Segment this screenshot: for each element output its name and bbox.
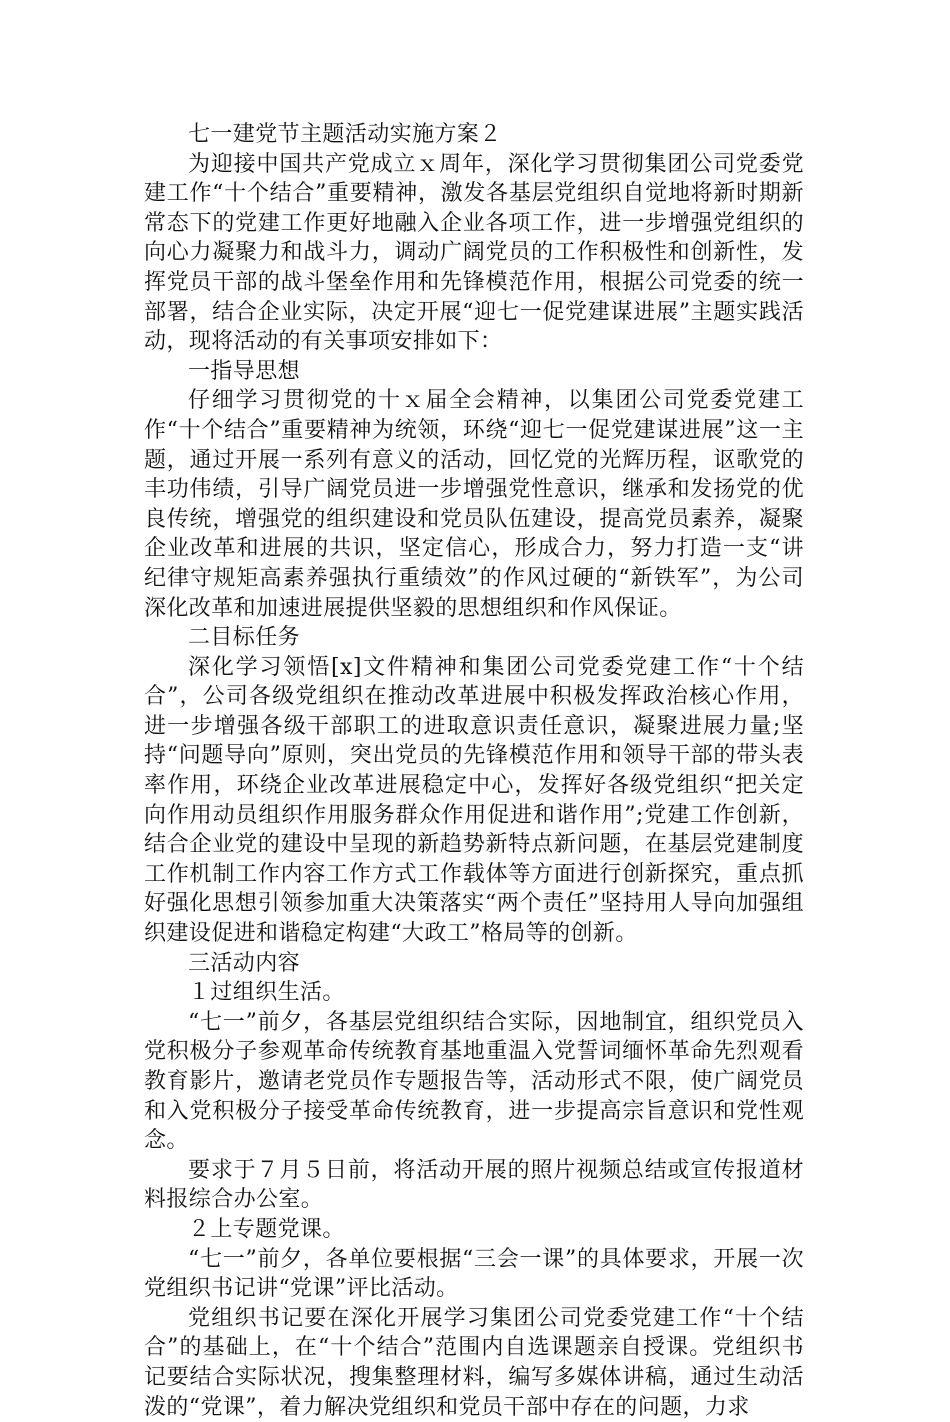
paragraph-party-lesson: “七一”前夕，各单位要根据“三会一课”的具体要求，开展一次党组织书记讲“党课”评比活动。 — [144, 1246, 804, 1302]
paragraph-guiding-thought: 仔细学习贯彻党的十ｘ届全会精神，以集团公司党委党建工作“十个结合”重要精神为统领，环绕“迎七一促党建谋进展”这一主题，通过开展一系列有意义的活动，回忆党的光辉历程，讴歌党的丰功伟绩，引导广阔党员进一步增强党性意识，继承和发扬党的优良传统，增强党的组织建设和党员队伍建设，提高党员素养，凝聚企业改革和进展的共识，坚定信心，形成合力，努力打造一支“讲纪律守规矩高素养强执行重绩效”的作风过硬的“新铁军”，为公司深化改革和加速进展提供坚毅的思想组织和作风保证。 — [144, 388, 804, 621]
section-heading-guiding-thought: 一指导思想 — [188, 358, 301, 384]
document-title: 七一建党节主题活动实施方案２ — [188, 122, 502, 147]
paragraph-requirement: 要求于７月５日前，将活动开展的照片视频总结或宣传报道材料报综合办公室。 — [144, 1157, 804, 1213]
subsection-heading-organization-life: １过组织生活。 — [188, 980, 345, 1006]
paragraph-intro: 为迎接中国共产党成立ｘ周年，深化学习贯彻集团公司党委党建工作“十个结合”重要精神，激发各基层党组织自觉地将新时期新常态下的党建工作更好地融入企业各项工作，进一步增强党组织的向心力凝聚力和战斗力，调动广阔党员的工作积极性和创新性，发挥党员干部的战斗堡垒作用和先锋模范作用，根据公司党委的统一部署，结合企业实际，决定开展“迎七一促党建谋进展”主题实践活动，现将活动的有关事项安排如下： — [144, 151, 804, 355]
section-heading-goals: 二目标任务 — [188, 625, 301, 651]
section-heading-activities: 三活动内容 — [188, 950, 301, 976]
subsection-heading-party-lesson: ２上专题党课。 — [188, 1216, 345, 1242]
document-page — [144, 120, 804, 1422]
paragraph-secretary-lesson: 党组织书记要在深化开展学习集团公司党委党建工作“十个结合”的基础上，在“十个结合”范围内自选课题亲自授课。党组织书记要结合实际状况，搜集整理材料，编写多媒体讲稿，通过生动活泼的“党课”，着力解决党组织和党员干部中存在的问题，力求 — [144, 1305, 804, 1420]
paragraph-organization-life: “七一”前夕，各基层党组织结合实际，因地制宜，组织党员入党积极分子参观革命传统教育基地重温入党誓词缅怀革命先烈观看教育影片，邀请老党员作专题报告等，活动形式不限，使广阔党员和入党积极分子接受革命传统教育，进一步提高宗旨意识和党性观念。 — [144, 1009, 804, 1154]
paragraph-goals: 深化学习领悟[x]文件精神和集团公司党委党建工作“十个结合”，公司各级党组织在推动改革进展中积极发挥政治核心作用，进一步增强各级干部职工的进取意识责任意识，凝聚进展力量;坚持“问题导向”原则，突出党员的先锋模范作用和领导干部的带头表率作用，环绕企业改革进展稳定中心，发挥好各级党组织“把关定向作用动员组织作用服务群众作用促进和谐作用”;党建工作创新，结合企业党的建设中呈现的新趋势新特点新问题，在基层党建制度工作机制工作内容工作方式工作载体等方面进行创新探究，重点抓好强化思想引领参加重大决策落实“两个责任”坚持用人导向加强组织建设促进和谐稳定构建“大政工”格局等的创新。 — [144, 654, 804, 947]
